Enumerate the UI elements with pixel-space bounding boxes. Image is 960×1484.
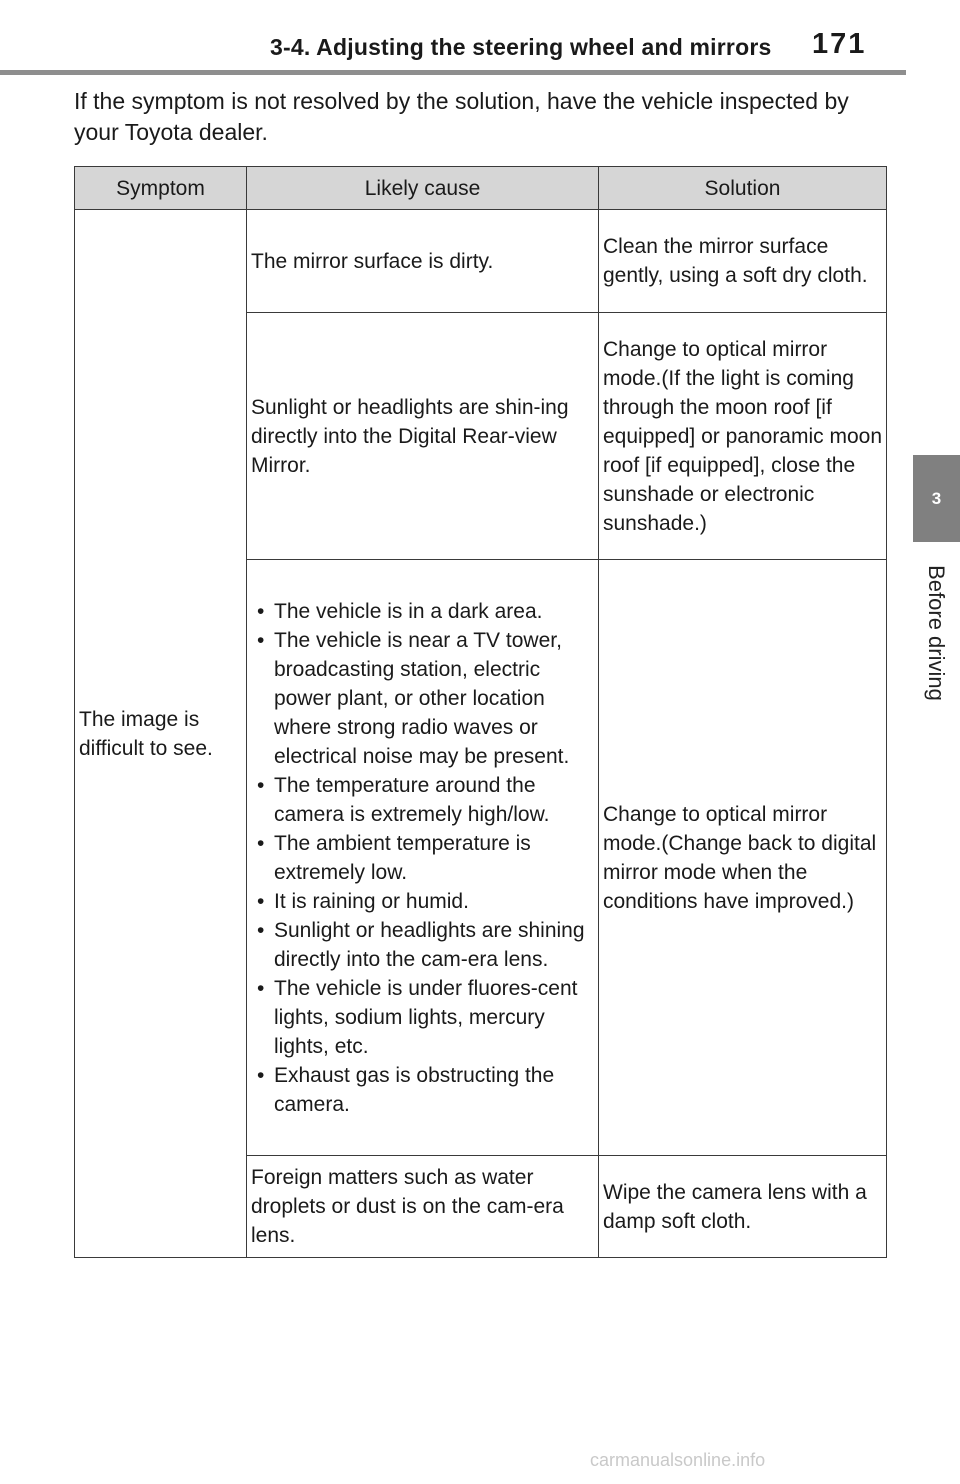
cause-cell: Foreign matters such as water droplets or dust is on the cam-era lens. (247, 1156, 599, 1258)
chapter-number: 3 (931, 488, 942, 508)
intro-paragraph: If the symptom is not resolved by the solution, have the vehicle inspected by your Toyota dealer. (74, 88, 849, 145)
solution-cell: Change to optical mirror mode.(Change back to digital mirror mode when the conditions have improved.) (599, 560, 887, 1156)
page-number: 171 (812, 28, 867, 60)
list-item: • The ambient temperature is extremely low. (251, 829, 594, 887)
troubleshooting-table (74, 166, 887, 1258)
chapter-tab[interactable] (913, 455, 960, 542)
cause-cell: Sunlight or headlights are shin-ing directly into the Digital Rear-view Mirror. (247, 313, 599, 560)
header-rule (0, 70, 906, 75)
header-likely-cause: Likely cause (247, 167, 599, 210)
solution-cell: Change to optical mirror mode.(If the light is coming through the moon roof [if equipped] or panoramic moon roof [if equipped], close the sunshade or electronic sunshade.) (599, 313, 887, 560)
chapter-label: Before driving (924, 565, 949, 701)
solution-cell: Clean the mirror surface gently, using a soft dry cloth. (599, 210, 887, 313)
cause-list (251, 597, 594, 1119)
solution-cell: Wipe the camera lens with a damp soft cloth. (599, 1156, 887, 1258)
list-item: • Sunlight or headlights are shining directly into the cam-era lens. (251, 916, 594, 974)
list-item: • It is raining or humid. (251, 887, 594, 916)
section-title: 3-4. Adjusting the steering wheel and mirrors (270, 34, 772, 60)
symptom-cell: The image is difficult to see. (75, 210, 247, 1258)
cause-cell: The mirror surface is dirty. (247, 210, 599, 313)
list-item: • The vehicle is in a dark area. (251, 597, 594, 626)
watermark: carmanualsonline.info (590, 1450, 766, 1470)
header-solution: Solution (599, 167, 887, 210)
table-row (75, 210, 887, 313)
list-item: • Exhaust gas is obstructing the camera. (251, 1061, 594, 1119)
header-symptom: Symptom (75, 167, 247, 210)
list-item: • The vehicle is under fluores-cent lights, sodium lights, mercury lights, etc. (251, 974, 594, 1061)
list-item: • The temperature around the camera is extremely high/low. (251, 771, 594, 829)
list-item: • The vehicle is near a TV tower, broadcasting station, electric power plant, or other location where strong radio waves or electrical noise may be present. (251, 626, 594, 771)
cause-cell (247, 560, 599, 1156)
table-header-row (75, 167, 887, 210)
